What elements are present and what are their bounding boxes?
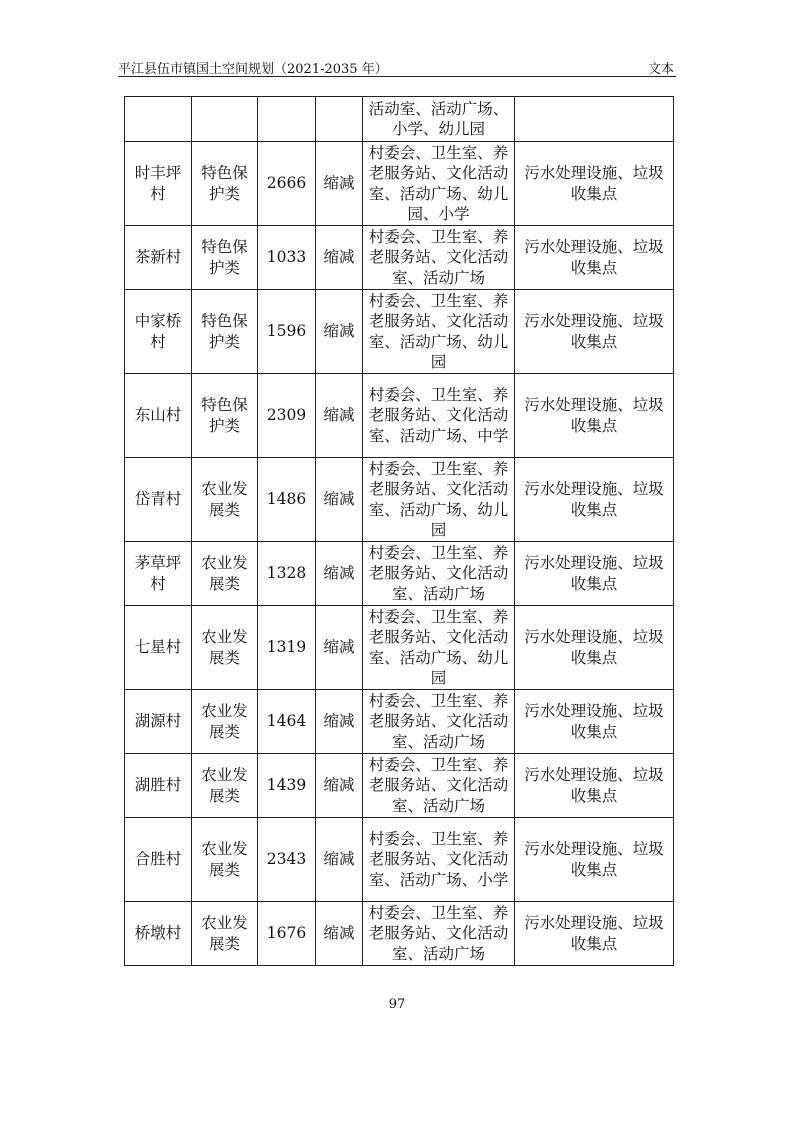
trend-cell [316,97,363,142]
village-name-cell: 茅草坪村 [125,542,192,606]
category-cell [192,97,258,142]
category-cell: 农业发展类 [192,754,258,818]
utilities-cell: 污水处理设施、垃圾收集点 [515,290,674,374]
page-header [118,58,676,76]
utilities-cell: 污水处理设施、垃圾收集点 [515,226,674,290]
category-cell: 特色保护类 [192,290,258,374]
page-number: 97 [388,997,406,1012]
utilities-cell: 污水处理设施、垃圾收集点 [515,818,674,902]
trend-cell: 缩减 [316,458,363,542]
trend-cell: 缩减 [316,226,363,290]
village-name-cell: 时丰坪村 [125,142,192,226]
population-cell [258,97,316,142]
table-row [125,902,674,966]
category-cell: 农业发展类 [192,458,258,542]
public-services-cell: 村委会、卫生室、养老服务站、文化活动室、活动广场、幼儿园 [363,606,515,690]
utilities-cell: 污水处理设施、垃圾收集点 [515,690,674,754]
table-row [125,226,674,290]
public-services-cell: 村委会、卫生室、养老服务站、文化活动室、活动广场、中学 [363,374,515,458]
trend-cell: 缩减 [316,142,363,226]
section-label: 文本 [647,62,674,77]
table-row [125,97,674,142]
category-cell: 农业发展类 [192,542,258,606]
public-services-cell: 村委会、卫生室、养老服务站、文化活动室、活动广场 [363,542,515,606]
trend-cell: 缩减 [316,290,363,374]
population-cell: 2666 [258,142,316,226]
public-services-cell: 村委会、卫生室、养老服务站、文化活动室、活动广场、幼儿园 [363,290,515,374]
header-divider [118,76,676,77]
village-planning-table [124,96,674,966]
population-cell: 1033 [258,226,316,290]
population-cell: 1596 [258,290,316,374]
category-cell: 农业发展类 [192,902,258,966]
table-row [125,290,674,374]
category-cell: 特色保护类 [192,374,258,458]
trend-cell: 缩减 [316,374,363,458]
village-name-cell: 岱青村 [125,458,192,542]
public-services-cell: 村委会、卫生室、养老服务站、文化活动室、活动广场、幼儿园 [363,458,515,542]
public-services-cell: 村委会、卫生室、养老服务站、文化活动室、活动广场 [363,754,515,818]
utilities-cell: 污水处理设施、垃圾收集点 [515,902,674,966]
category-cell: 农业发展类 [192,606,258,690]
category-cell: 农业发展类 [192,818,258,902]
utilities-cell [515,97,674,142]
table-row [125,818,674,902]
category-cell: 特色保护类 [192,226,258,290]
village-name-cell: 七星村 [125,606,192,690]
public-services-cell: 活动室、活动广场、小学、幼儿园 [363,97,515,142]
public-services-cell: 村委会、卫生室、养老服务站、文化活动室、活动广场 [363,690,515,754]
population-cell: 2343 [258,818,316,902]
public-services-cell: 村委会、卫生室、养老服务站、文化活动室、活动广场、小学 [363,818,515,902]
population-cell: 2309 [258,374,316,458]
trend-cell: 缩减 [316,542,363,606]
table-row [125,458,674,542]
utilities-cell: 污水处理设施、垃圾收集点 [515,606,674,690]
public-services-cell: 村委会、卫生室、养老服务站、文化活动室、活动广场 [363,226,515,290]
document-title: 平江县伍市镇国土空间规划（2021-2035 年） [118,62,388,77]
utilities-cell: 污水处理设施、垃圾收集点 [515,754,674,818]
table-row [125,374,674,458]
public-services-cell: 村委会、卫生室、养老服务站、文化活动室、活动广场 [363,902,515,966]
table-row [125,142,674,226]
trend-cell: 缩减 [316,690,363,754]
trend-cell: 缩减 [316,606,363,690]
trend-cell: 缩减 [316,902,363,966]
village-name-cell: 茶新村 [125,226,192,290]
table-row [125,690,674,754]
utilities-cell: 污水处理设施、垃圾收集点 [515,374,674,458]
table-row [125,754,674,818]
utilities-cell: 污水处理设施、垃圾收集点 [515,542,674,606]
village-name-cell: 湖胜村 [125,754,192,818]
category-cell: 农业发展类 [192,690,258,754]
table-row [125,542,674,606]
public-services-cell: 村委会、卫生室、养老服务站、文化活动室、活动广场、幼儿园、小学 [363,142,515,226]
population-cell: 1464 [258,690,316,754]
population-cell: 1676 [258,902,316,966]
village-name-cell: 桥墩村 [125,902,192,966]
trend-cell: 缩减 [316,818,363,902]
utilities-cell: 污水处理设施、垃圾收集点 [515,458,674,542]
population-cell: 1328 [258,542,316,606]
village-name-cell [125,97,192,142]
population-cell: 1319 [258,606,316,690]
utilities-cell: 污水处理设施、垃圾收集点 [515,142,674,226]
category-cell: 特色保护类 [192,142,258,226]
village-name-cell: 湖源村 [125,690,192,754]
table-row [125,606,674,690]
trend-cell: 缩减 [316,754,363,818]
village-name-cell: 合胜村 [125,818,192,902]
village-name-cell: 中家桥村 [125,290,192,374]
population-cell: 1439 [258,754,316,818]
population-cell: 1486 [258,458,316,542]
village-name-cell: 东山村 [125,374,192,458]
